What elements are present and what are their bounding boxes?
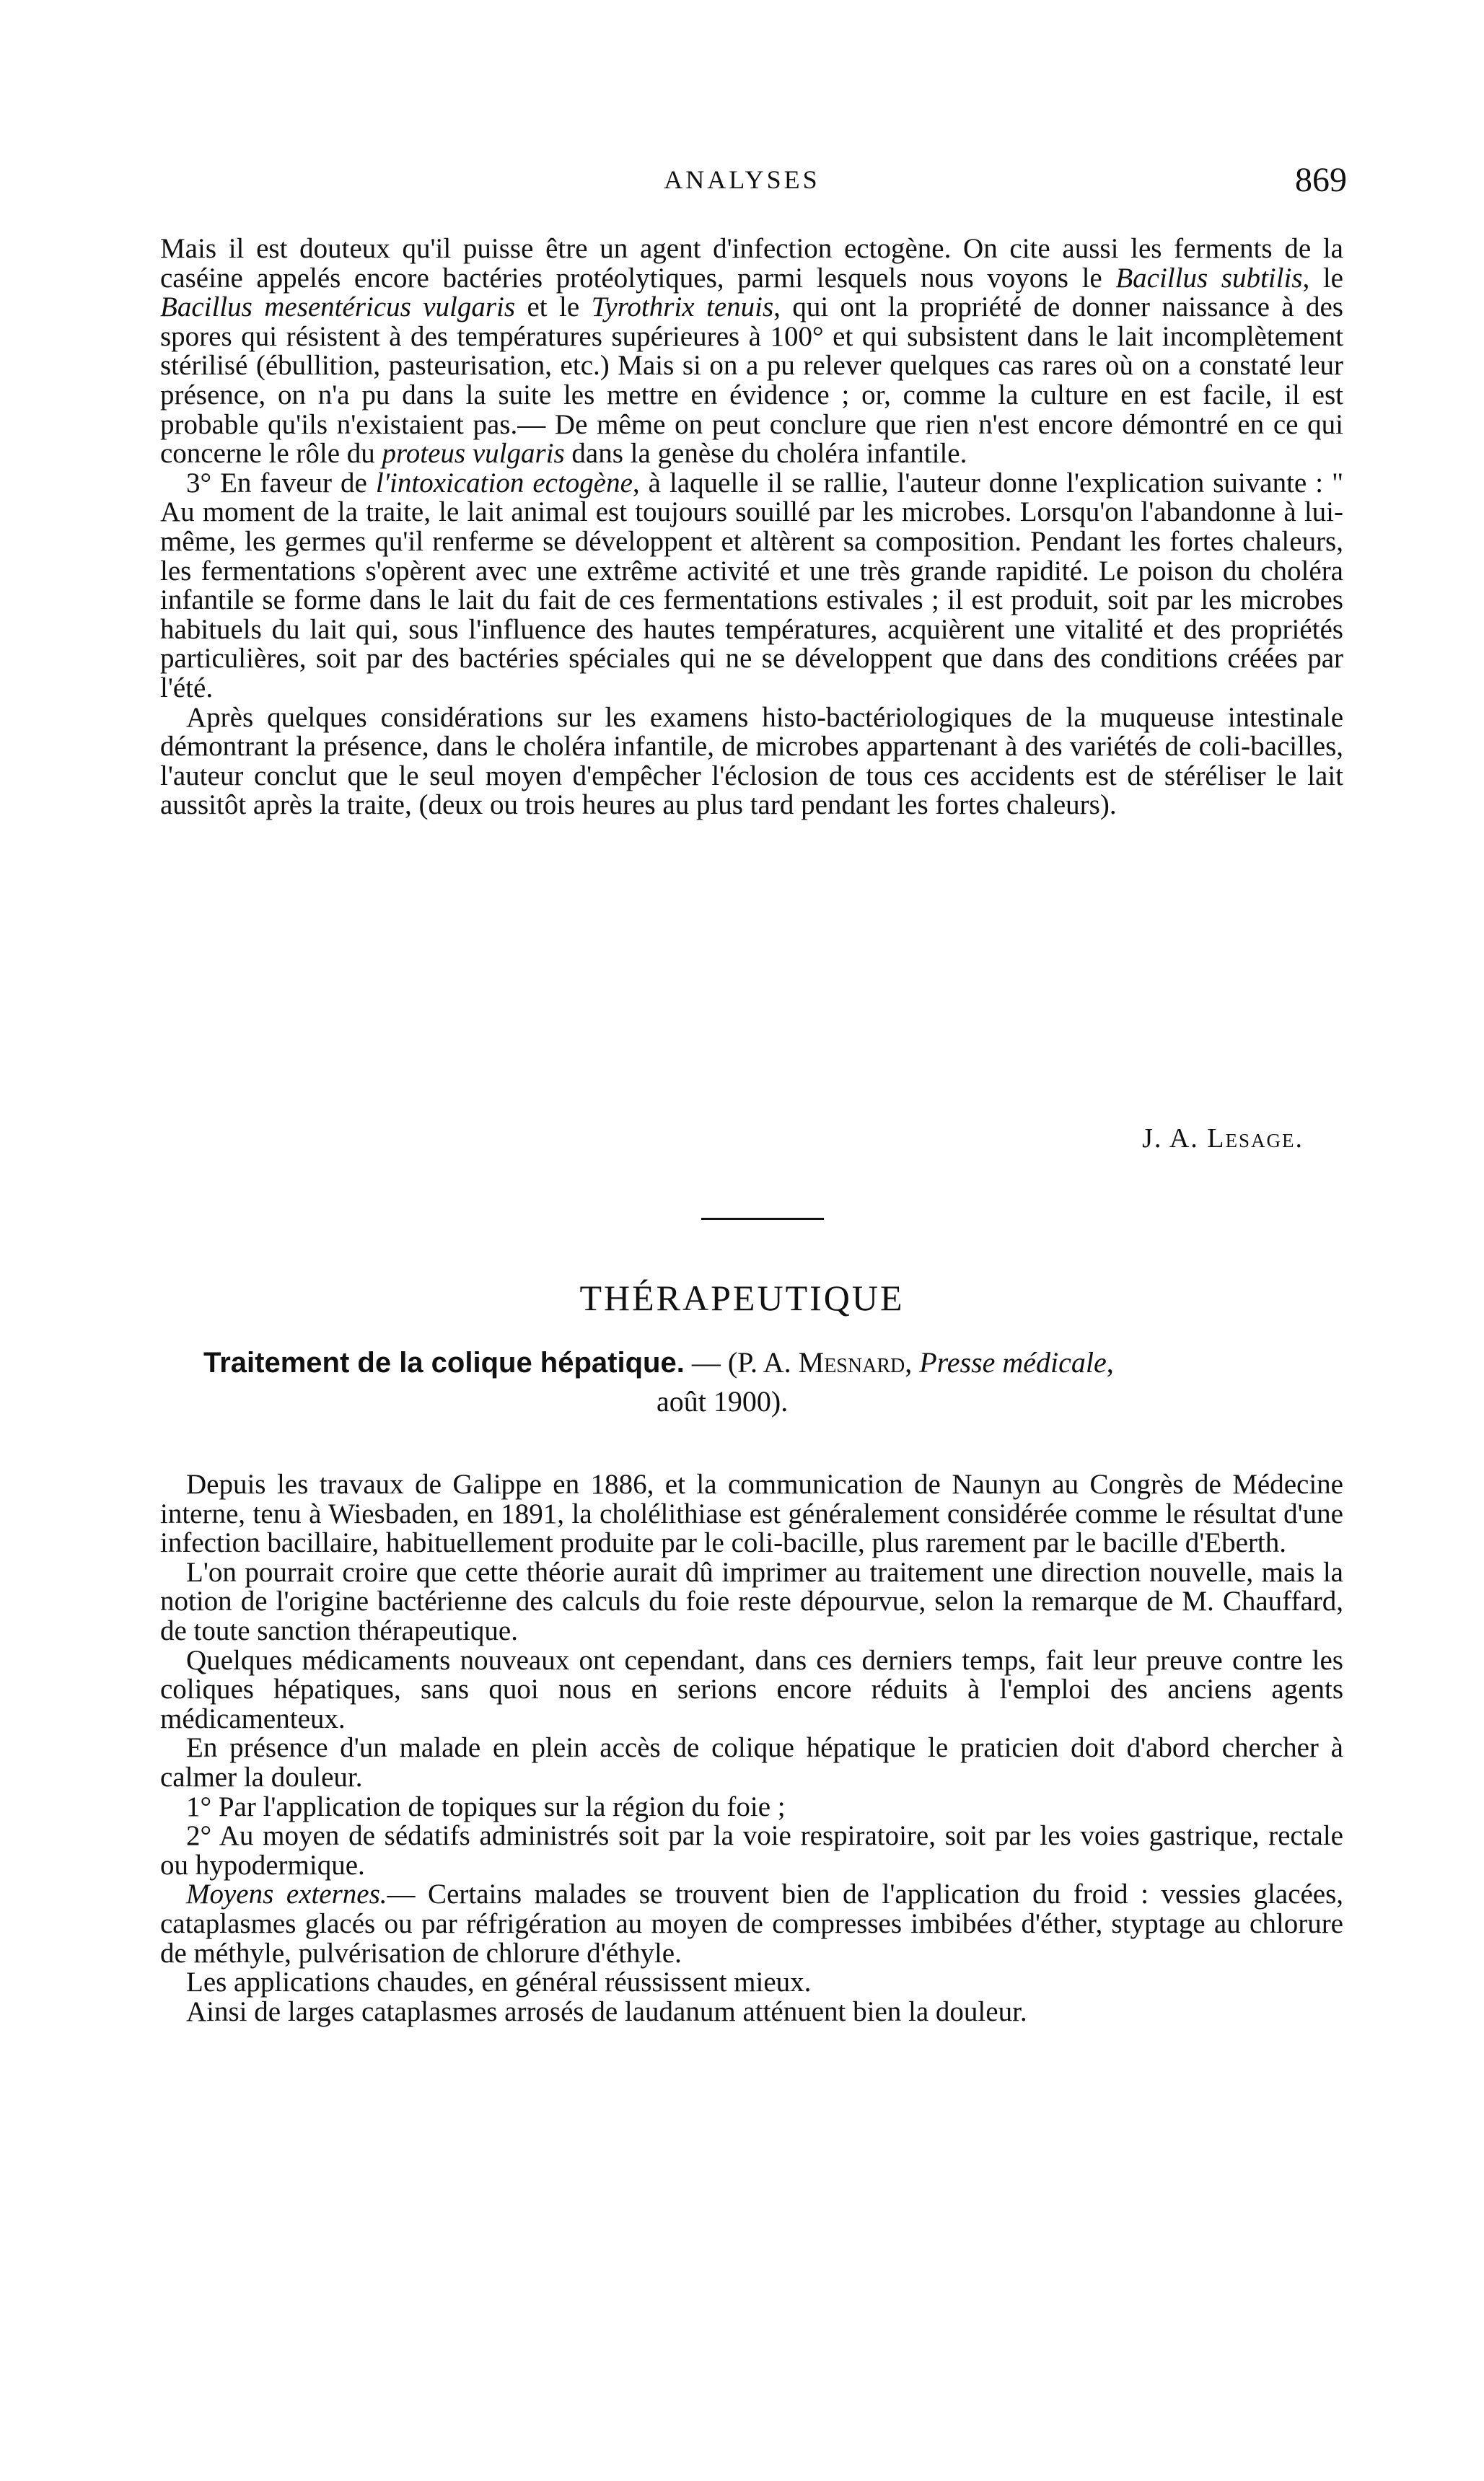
article-journal: Presse médicale: [919, 1346, 1107, 1379]
subheading: Moyens externes.: [186, 1879, 387, 1910]
author-signature: J. A. Lesage.: [1142, 1123, 1304, 1154]
running-header: [0, 160, 1484, 203]
paragraph: Moyens externes.— Certains malades se trouvent bien de l'application du froid : vessies glacées, cataplasmes glacés ou par réfrigération au moyen de compresses imbibées d'éther, styptage au chlorure de méthyle, pulvérisation de chlorure d'éthyle.: [160, 1879, 1343, 1969]
paragraph: Les applications chaudes, en général réussissent mieux.: [186, 1967, 812, 1998]
paragraph: 2° Au moyen de sédatifs administrés soit par la voie respiratoire, soit par les voies gastrique, rectale ou hypodermique.: [160, 1820, 1343, 1881]
page-number: 869: [1295, 161, 1347, 199]
paragraph: 1° Par l'application de topiques sur la région du foie ;: [186, 1791, 786, 1822]
section-divider: [701, 1218, 824, 1220]
paragraph: Depuis les travaux de Galippe en 1886, et la communication de Naunyn au Congrès de Médecine interne, tenu à Wiesbaden, en 1891, la cholélithiase est généralement considérée comme le résultat d'une infection bacillaire, habituellement produite par le coli-bacille, plus rarement par le bacille d'Eberth.: [160, 1469, 1343, 1559]
paragraph: Après quelques considérations sur les examens histo-bactériologiques de la muqueuse intestinale démontrant la présence, dans le choléra infantile, de microbes appartenant à des variétés de coli-bacilles, l'auteur conclut que le seul moyen d'empêcher l'éclosion de tous ces accidents est de stéréliser le lait aussitôt après la traite, (deux ou trois heures au plus tard pendant les fortes chaleurs).: [160, 701, 1343, 821]
paragraph: L'on pourrait croire que cette théorie aurait dû imprimer au traitement une direction nouvelle, mais la notion de l'origine bactérienne des calculs du foie reste dépourvue, selon la remarque de M. Chauffard, de toute sanction thérapeutique.: [160, 1556, 1343, 1646]
analysis-text: [160, 234, 1343, 820]
article-title: Traitement de la colique hépatique.: [203, 1347, 685, 1379]
article-author: Mesnard: [798, 1346, 905, 1379]
paragraph: Ainsi de larges cataplasmes arrosés de laudanum atténuent bien la douleur.: [186, 1995, 1027, 2027]
article-heading: [203, 1343, 1358, 1421]
paragraph: Mais il est douteux qu'il puisse être un agent d'infection ectogène. On cite aussi les ferments de la caséine appelés encore bactéries protéolytiques, parmi lesquels nous voyons le Bacillus subtilis, le Bacillus mesentéricus vulgaris et le Tyrothrix tenuis, qui ont la propriété de donner naissance à des spores qui résistent à des températures supérieures à 100° et qui subsistent dans le lait incomplètement stérilisé (ébullition, pasteurisation, etc.) Mais si on a pu relever quelques cas rares où on a constaté leur présence, on n'a pu dans la suite les mettre en évidence ; or, comme la culture en est facile, il est probable qu'ils n'existaient pas.— De même on peut conclure que rien n'est encore démontré en ce qui concerne le rôle du proteus vulgaris dans la genèse du choléra infantile.: [160, 233, 1343, 470]
section-title: THÉRAPEUTIQUE: [579, 1278, 905, 1318]
running-title: ANALYSES: [664, 165, 820, 194]
article-heading-line: Traitement de la colique hépatique. — (P. A. Mesnard, Presse médicale,: [203, 1346, 1114, 1379]
paragraph: 3° En faveur de l'intoxication ectogène, à laquelle il se rallie, l'auteur donne l'explication suivante : " Au moment de la traite, le lait animal est toujours souillé par les microbes. Lorsqu'on l'abandonne à lui-même, les germes qu'il renferme se développent et altèrent sa composition. Pendant les fortes chaleurs, les fermentations s'opèrent avec une extrême activité et une très grande rapidité. Le poison du choléra infantile se forme dans le lait du fait de ces fermentations estivales ; il est produit, soit par les microbes habituels du lait qui, sous l'influence des hautes températures, acquièrent une vitalité et des propriétés particulières, soit par des bactéries spéciales qui ne se développent que dans des conditions créées par l'été.: [160, 467, 1343, 703]
paragraph: Quelques médicaments nouveaux ont cependant, dans ces derniers temps, fait leur preuve contre les coliques hépatiques, sans quoi nous en serions encore réduits à l'emploi des anciens agents médicamenteux.: [160, 1644, 1343, 1734]
therapeutics-text: [160, 1470, 1343, 2026]
paragraph: En présence d'un malade en plein accès de colique hépatique le praticien doit d'abord chercher à calmer la douleur.: [160, 1732, 1343, 1793]
article-date: août 1900).: [657, 1385, 789, 1418]
